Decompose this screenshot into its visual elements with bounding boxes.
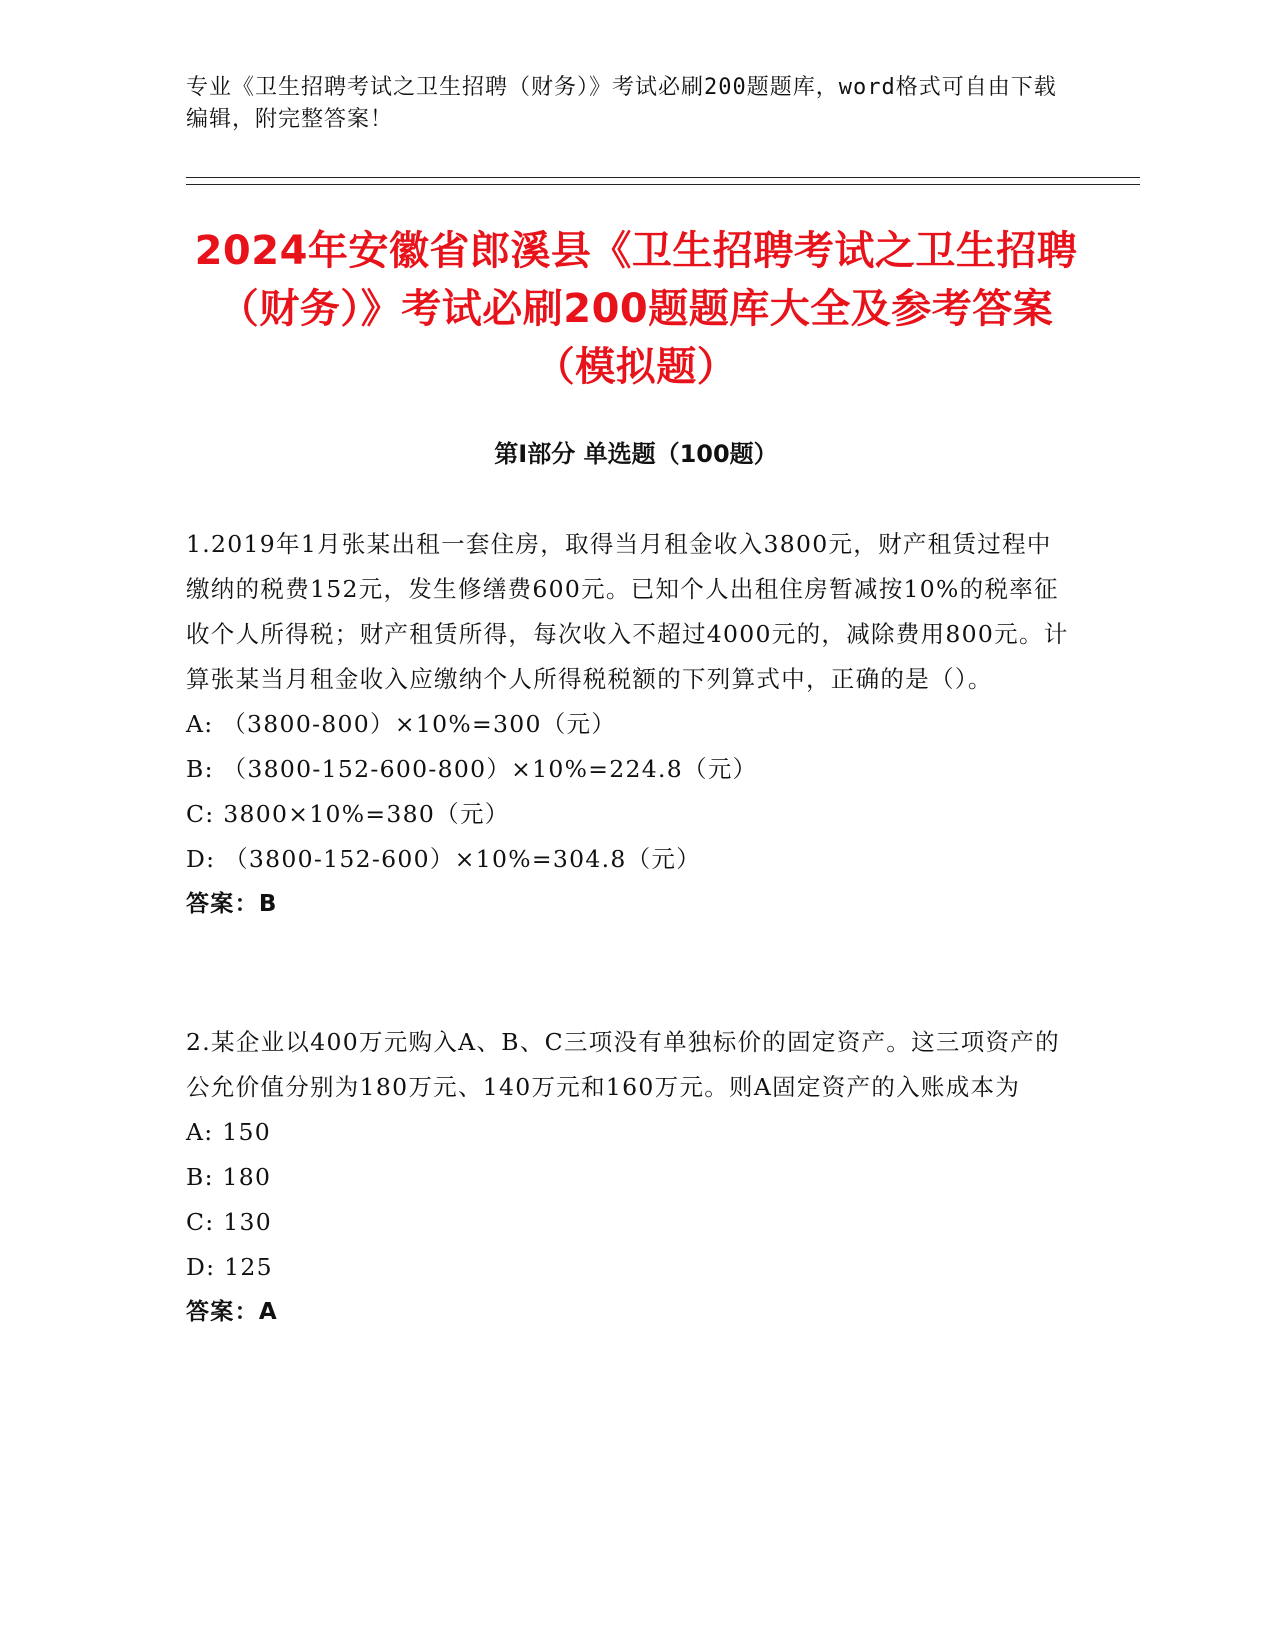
- question-text: 1.2019年1月张某出租一套住房，取得当月租金收入3800元，财产租赁过程中缴纳的税费152元，发生修缮费600元。已知个人出租住房暂减按10%的税率征收个人所得税；财产租赁所得，每次收入不超过4000元的，减除费用800元。计算张某当月租金收入应缴纳个人所得税税额的下列算式中，正确的是（）。: [186, 530, 1069, 693]
- question-block: [186, 522, 1076, 927]
- header-divider-bottom: [186, 184, 1140, 185]
- document-title: 2024年安徽省郎溪县《卫生招聘考试之卫生招聘（财务）》考试必刷200题题库大全及参考答案（模拟题）: [194, 228, 1078, 390]
- option-b: B: 180: [186, 1163, 272, 1191]
- section-heading: 第I部分 单选题（100题）: [494, 440, 778, 468]
- option-c: C: 3800×10%=380（元）: [186, 800, 510, 828]
- header-divider-top: [186, 177, 1140, 178]
- question-block: [186, 1020, 1076, 1335]
- option-c: C: 130: [186, 1208, 273, 1236]
- option-d: D: （3800-152-600）×10%=304.8（元）: [186, 845, 702, 873]
- answer-label: 答案：A: [186, 1299, 279, 1325]
- option-b: B: （3800-152-600-800）×10%=224.8（元）: [186, 755, 758, 783]
- intro-text: 专业《卫生招聘考试之卫生招聘（财务）》考试必刷200题题库，word格式可自由下载编辑，附完整答案！: [186, 75, 1057, 132]
- option-a: A: （3800-800）×10%=300（元）: [186, 710, 617, 738]
- question-text: 2.某企业以400万元购入A、B、C三项没有单独标价的固定资产。这三项资产的公允价值分别为180万元、140万元和160万元。则A固定资产的入账成本为: [186, 1028, 1060, 1101]
- option-d: D: 125: [186, 1253, 273, 1281]
- answer-label: 答案：B: [186, 891, 278, 917]
- option-a: A: 150: [186, 1118, 272, 1146]
